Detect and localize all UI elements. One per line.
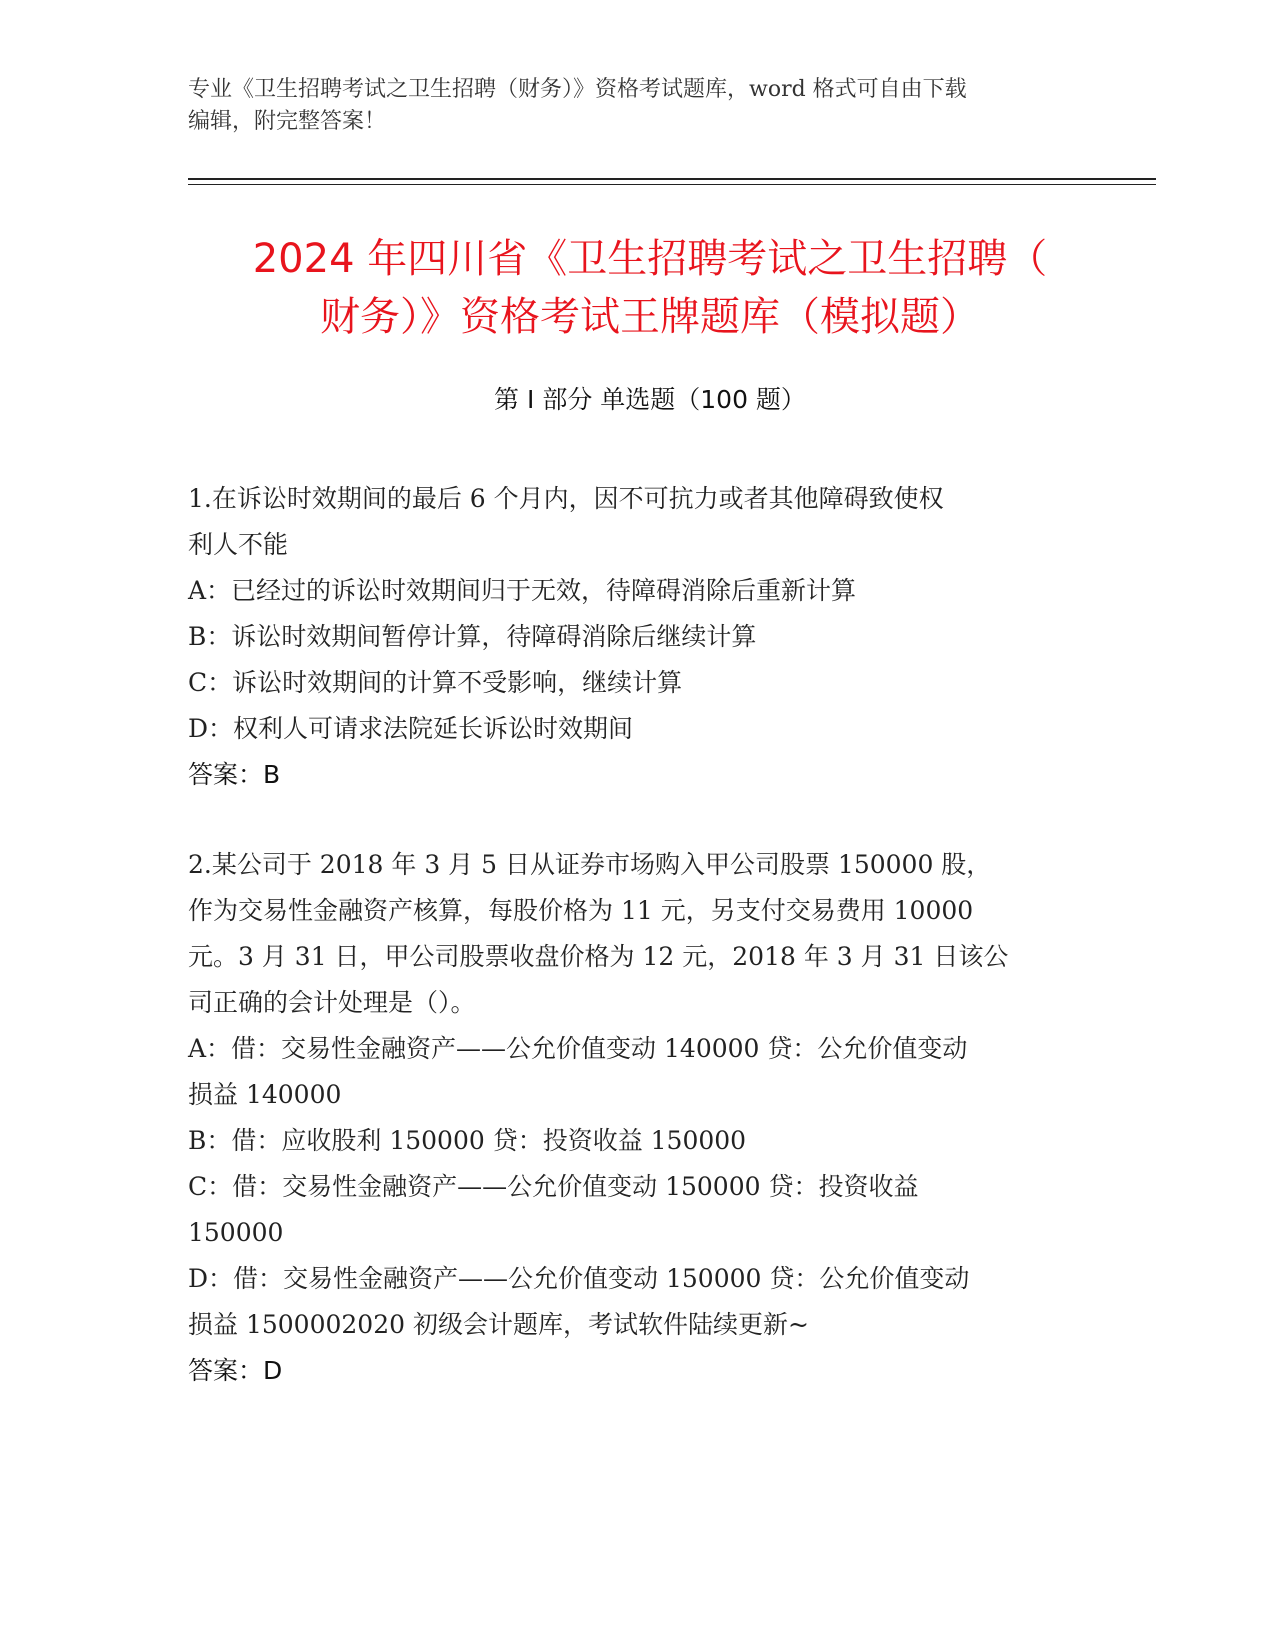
question-stem: 作为交易性金融资产核算，每股价格为 11 元，另支付交易费用 10000 [188,896,974,925]
answer: 答案：B [188,760,281,789]
question-2 [188,842,1068,1394]
header-line-2: 编辑，附完整答案！ [188,109,387,134]
option-d: 损益 1500002020 初级会计题库，考试软件陆续更新~ [188,1310,809,1339]
question-stem: 利人不能 [188,530,289,559]
section-heading: 第 I 部分 单选题（100 题） [494,385,806,414]
title-line-1: 2024 年四川省《卫生招聘考试之卫生招聘（ [252,236,1048,282]
option-a: 损益 140000 [188,1080,342,1109]
option-a: A：借：交易性金融资产——公允价值变动 140000 贷：公允价值变动 [188,1034,968,1063]
option-b: B：借：应收股利 150000 贷：投资收益 150000 [188,1126,747,1155]
answer: 答案：D [188,1356,283,1385]
option-d: D：借：交易性金融资产——公允价值变动 150000 贷：公允价值变动 [188,1264,970,1293]
header-line-1: 专业《卫生招聘考试之卫生招聘（财务）》资格考试题库，word 格式可自由下载 [188,77,967,102]
question-stem: 司正确的会计处理是（）。 [188,988,476,1017]
question-1 [188,476,1068,798]
document-title [150,230,1150,346]
option-b: B：诉讼时效期间暂停计算，待障碍消除后继续计算 [188,622,757,651]
title-line-2: 财务）》资格考试王牌题库（模拟题） [320,294,980,340]
option-a: A：已经过的诉讼时效期间归于无效，待障碍消除后重新计算 [188,576,857,605]
question-stem: 1.在诉讼时效期间的最后 6 个月内，因不可抗力或者其他障碍致使权 [188,484,944,513]
question-stem: 2.某公司于 2018 年 3 月 5 日从证券市场购入甲公司股票 150000 股， [188,850,992,879]
option-c: 150000 [188,1218,284,1247]
option-c: C：借：交易性金融资产——公允价值变动 150000 贷：投资收益 [188,1172,919,1201]
option-c: C：诉讼时效期间的计算不受影响，继续计算 [188,668,683,697]
header-divider-thick [188,178,1156,180]
header-divider-thin [188,184,1156,185]
document-header [188,74,1068,138]
question-stem: 元。3 月 31 日，甲公司股票收盘价格为 12 元，2018 年 3 月 31 日该公 [188,942,1009,971]
option-d: D：权利人可请求法院延长诉讼时效期间 [188,714,634,743]
